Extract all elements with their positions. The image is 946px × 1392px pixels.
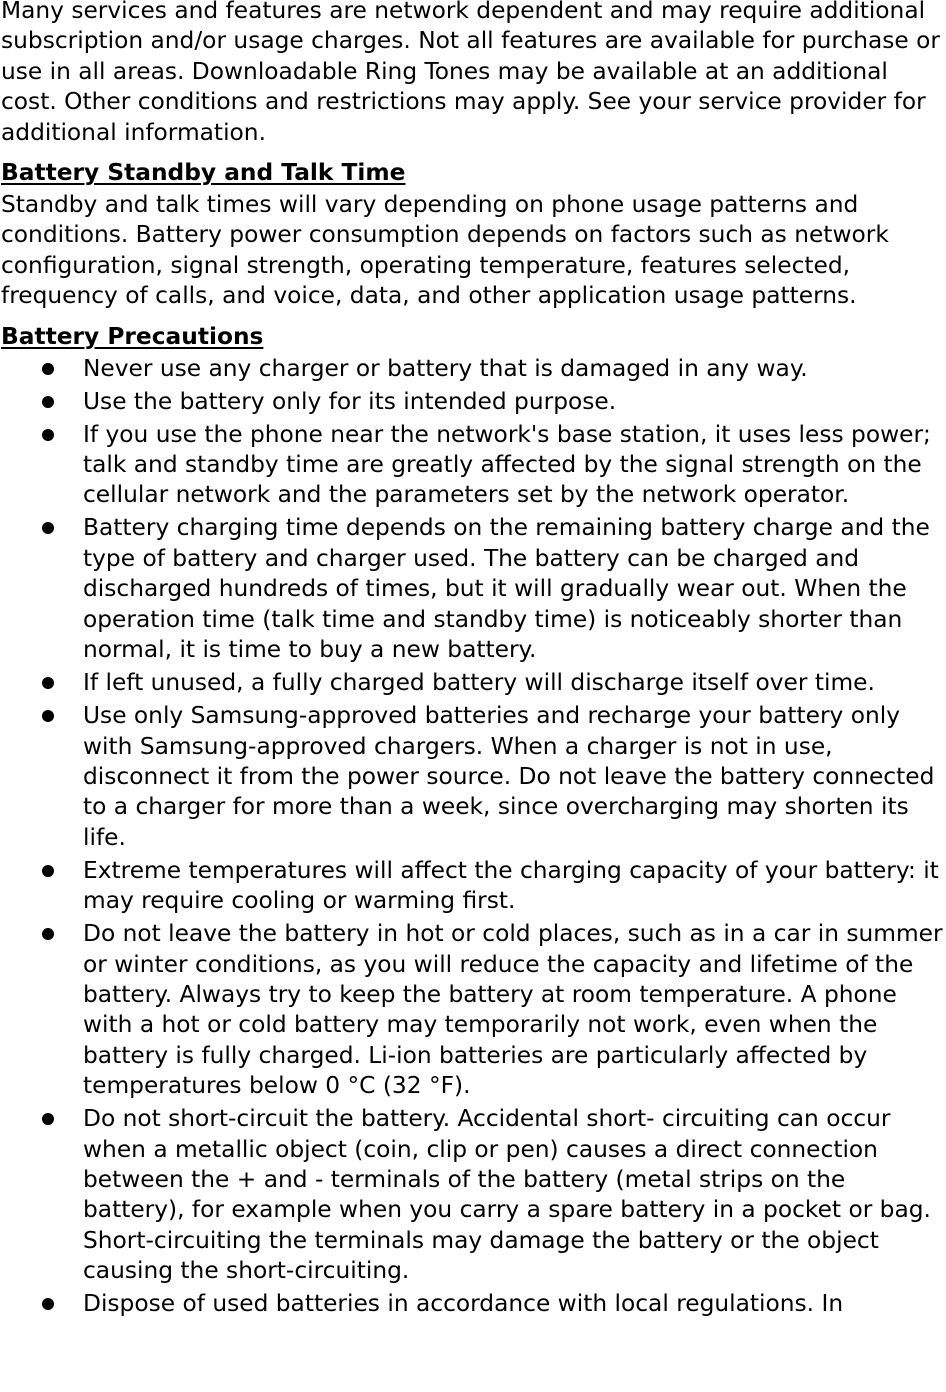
- list-item: [0, 701, 946, 853]
- list-item: [0, 354, 946, 384]
- bullet-icon: [42, 928, 54, 940]
- section-heading-battery-standby: Battery Standby and Talk Time: [1, 159, 406, 187]
- list-item-text: Use the battery only for its intended purpose.: [83, 387, 617, 415]
- list-item-text: Do not leave the battery in hot or cold places, such as in a car in summer or winter conditions, as you will reduce the capacity and lifetime of the battery. Always try to keep the battery at room temperature. A phone with a hot or cold battery may temporarily not work, even when the battery is fully charged. Li-ion batteries are particularly affected by temperatures below 0 °C (32 °F).: [83, 920, 943, 1100]
- list-item: [0, 1289, 946, 1319]
- list-item: [0, 420, 946, 511]
- list-item-text: Dispose of used batteries in accordance with local regulations. In: [83, 1290, 844, 1318]
- list-item-text: If left unused, a fully charged battery will discharge itself over time.: [83, 669, 875, 697]
- bullet-icon: [42, 363, 54, 375]
- list-item: [0, 668, 946, 698]
- bullet-icon: [42, 710, 54, 722]
- list-item-text: If you use the phone near the network's base station, it uses less power; talk and standby time are greatly affected by the signal strength on the cellular network and the parameters set by the network operator.: [83, 420, 931, 509]
- list-item-text: Do not short-circuit the battery. Accidental short- circuiting can occur when a metallic object (coin, clip or pen) causes a direct connection between the + and - terminals of the battery (metal strips on the battery), for example when you carry a spare battery in a pocket or bag. Short-circuiting the terminals may damage the battery or the object causing the short-circuiting.: [83, 1105, 931, 1285]
- list-item-text: Never use any charger or battery that is damaged in any way.: [83, 354, 808, 382]
- bullet-icon: [42, 677, 54, 689]
- bullet-icon: [42, 1113, 54, 1125]
- list-item: [0, 1104, 946, 1286]
- bullet-icon: [42, 1298, 54, 1310]
- precautions-list: [0, 354, 946, 1320]
- bullet-icon: [42, 396, 54, 408]
- intro-paragraph: Many services and features are network dependent and may require additional subscription and/or usage charges. Not all features are available for purchase or use in all areas. Downloadable Ring Tones may be available at an additional cost. Other conditions and restrictions may apply. See your service provider for additional information.: [1, 0, 940, 146]
- standby-paragraph: Standby and talk times will vary depending on phone usage patterns and conditions. Battery power consumption depends on factors such as network configuration, signal strength, operating temperature, features selected, frequency of calls, and voice, data, and other application usage patterns.: [1, 191, 889, 310]
- list-item: [0, 513, 946, 665]
- bullet-icon: [42, 522, 54, 534]
- bullet-icon: [42, 429, 54, 441]
- list-item: [0, 919, 946, 1101]
- list-item: [0, 387, 946, 417]
- list-item-text: Extreme temperatures will affect the charging capacity of your battery: it may require cooling or warming first.: [83, 856, 939, 915]
- list-item-text: Use only Samsung-approved batteries and recharge your battery only with Samsung-approved chargers. When a charger is not in use, disconnect it from the power source. Do not leave the battery connected to a charger for more than a week, since overcharging may shorten its life.: [83, 702, 935, 851]
- list-item-text: Battery charging time depends on the remaining battery charge and the type of battery and charger used. The battery can be charged and discharged hundreds of times, but it will gradually wear out. When the operation time (talk time and standby time) is noticeably shorter than normal, it is time to buy a new battery.: [83, 514, 930, 664]
- section-heading-battery-precautions: Battery Precautions: [1, 322, 264, 350]
- bullet-icon: [42, 865, 54, 877]
- list-item: [0, 856, 946, 917]
